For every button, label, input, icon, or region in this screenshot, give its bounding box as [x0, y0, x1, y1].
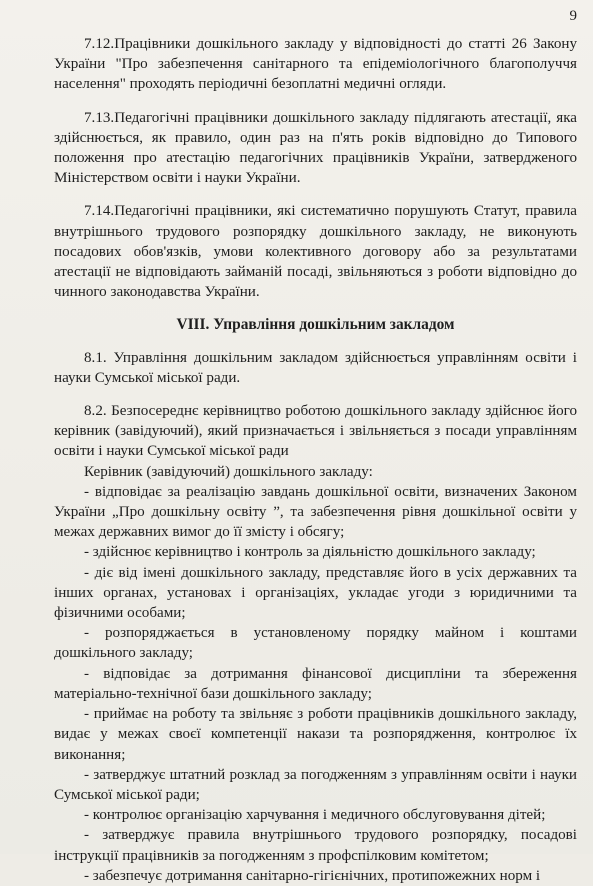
paragraph-8-2: 8.2. Безпосереднє керівництво роботою дошкільного закладу здійснює його керівник (завідуючий), який призначається і звільняється з посади управлінням освіти і науки Сумської міської ради [54, 403, 577, 460]
list-item: - контролює організацію харчування і медичного обслуговування дітей; [84, 807, 546, 824]
list-item: - відповідає за реалізацію завдань дошкільної освіти, визначених Законом України „Про дошкільну освіту ”, та забезпечення рівня дошкільної освіти у межах державних вимог до її змісту і обсягу; [54, 483, 577, 541]
page-number: 9 [569, 8, 577, 24]
head-intro: Керівник (завідуючий) дошкільного закладу: [84, 463, 373, 480]
list-item: - діє від імені дошкільного закладу, представляє його в усіх державних та інших органах, установах і організаціях, укладає угоди з юридичними та фізичними особами; [54, 564, 577, 622]
list-item: - затверджує правила внутрішнього трудового розпорядку, посадові інструкції працівників за погодженням з профспілковим комітетом; [54, 827, 577, 864]
list-item: - розпоряджається в установленому порядку майном і коштами дошкільного закладу; [54, 625, 577, 662]
paragraph-7-14: 7.14.Педагогічні працівники, які систематично порушують Статут, правила внутрішнього трудового розпорядку дошкільного закладу, не виконують посадових обов'язків, умови колективного договору або за результатами атестації не відповідають займаній посаді, звільняються з роботи відповідно до чинного законодавства України. [54, 203, 577, 301]
list-item: - забезпечує дотримання санітарно-гігієнічних, протипожежних норм і [84, 867, 541, 884]
list-item: - приймає на роботу та звільняє з роботи працівників дошкільного закладу, видає у межах своєї компетенції накази та розпорядження, контролює їх виконання; [54, 706, 577, 763]
list-item: - відповідає за дотримання фінансової дисципліни та збереження матеріально-технічної бази дошкільного закладу; [54, 665, 577, 702]
duties-list [54, 482, 577, 886]
paragraph-7-13: 7.13.Педагогічні працівники дошкільного закладу підлягають атестації, яка здійснюється, як правило, один раз на п'ять років відповідно до Типового положення про атестацію педагогічних працівників України, затвердженого Міністерством освіти і науки України. [54, 109, 577, 187]
list-item: - здійснює керівництво і контроль за діяльністю дошкільного закладу; [84, 544, 536, 561]
paragraph-8-1: 8.1. Управління дошкільним закладом здійснюється управлінням освіти і науки Сумської міської ради. [54, 349, 577, 386]
paragraph-7-12: 7.12.Працівники дошкільного закладу у відповідності до статті 26 Закону України "Про забезпечення санітарного та епідеміологічного благополуччя населення" проходять періодичні безоплатні медичні огляди. [54, 36, 577, 93]
section-heading: VIII. Управління дошкільним закладом [176, 316, 455, 334]
list-item: - затверджує штатний розклад за погодженням з управлінням освіти і науки Сумської міської ради; [54, 766, 577, 803]
